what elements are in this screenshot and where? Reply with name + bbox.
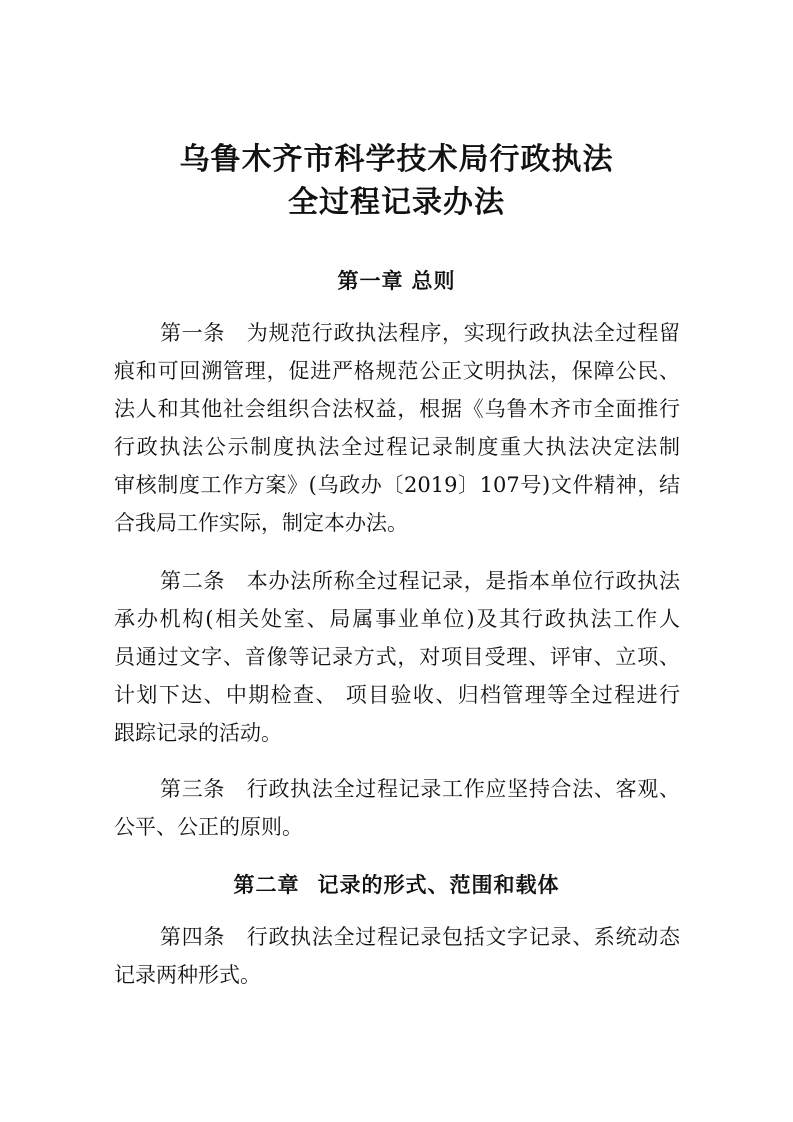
article-1-line-6: 合我局工作实际，制定本办法。 [114,511,408,535]
document-title-line-1: 乌鲁木齐市科学技术局行政执法 [179,142,614,177]
article-2-line-3: 员通过文字、音像等记录方式，对项目受理、评审、立项、 [114,645,680,669]
article-2-line-5: 跟踪记录的活动。 [114,721,282,745]
article-1-line-2: 痕和可回溯管理，促进严格规范公正文明执法，保障公民、 [114,359,680,383]
article-4-line-1: 第四条 行政执法全过程记录包括文字记录、系统动态 [160,925,680,949]
chapter-1-heading [100,266,693,296]
article-3-line-2: 公平、公正的原则。 [114,815,303,839]
article-2-line-4: 计划下达、中期检查、 项目验收、归档管理等全过程进行 [114,683,680,707]
chapter-1-number: 第一章 [337,269,404,293]
document-title-line-2: 全过程记录办法 [288,185,505,220]
article-1-line-5: 审核制度工作方案》(乌政办〔2019〕107号)文件精神，结 [114,473,680,497]
article-2-line-1: 第二条 本办法所称全过程记录，是指本单位行政执法 [160,569,680,593]
chapter-2-number: 第二章 [233,873,300,897]
article-4-line-2: 记录两种形式。 [114,963,261,987]
article-2-line-2: 承办机构(相关处室、局属事业单位)及其行政执法工作人 [114,607,680,631]
chapter-2-name: 记录的形式、范围和载体 [317,873,560,897]
chapter-1-name: 总则 [411,269,456,293]
article-1-line-4: 行政执法公示制度执法全过程记录制度重大执法决定法制 [114,435,680,459]
article-1-line-3: 法人和其他社会组织合法权益，根据《乌鲁木齐市全面推行 [114,397,680,421]
article-1-line-1: 第一条 为规范行政执法程序，实现行政执法全过程留 [160,321,680,345]
article-3-line-1: 第三条 行政执法全过程记录工作应坚持合法、客观、 [160,777,680,801]
chapter-2-heading [100,870,693,900]
